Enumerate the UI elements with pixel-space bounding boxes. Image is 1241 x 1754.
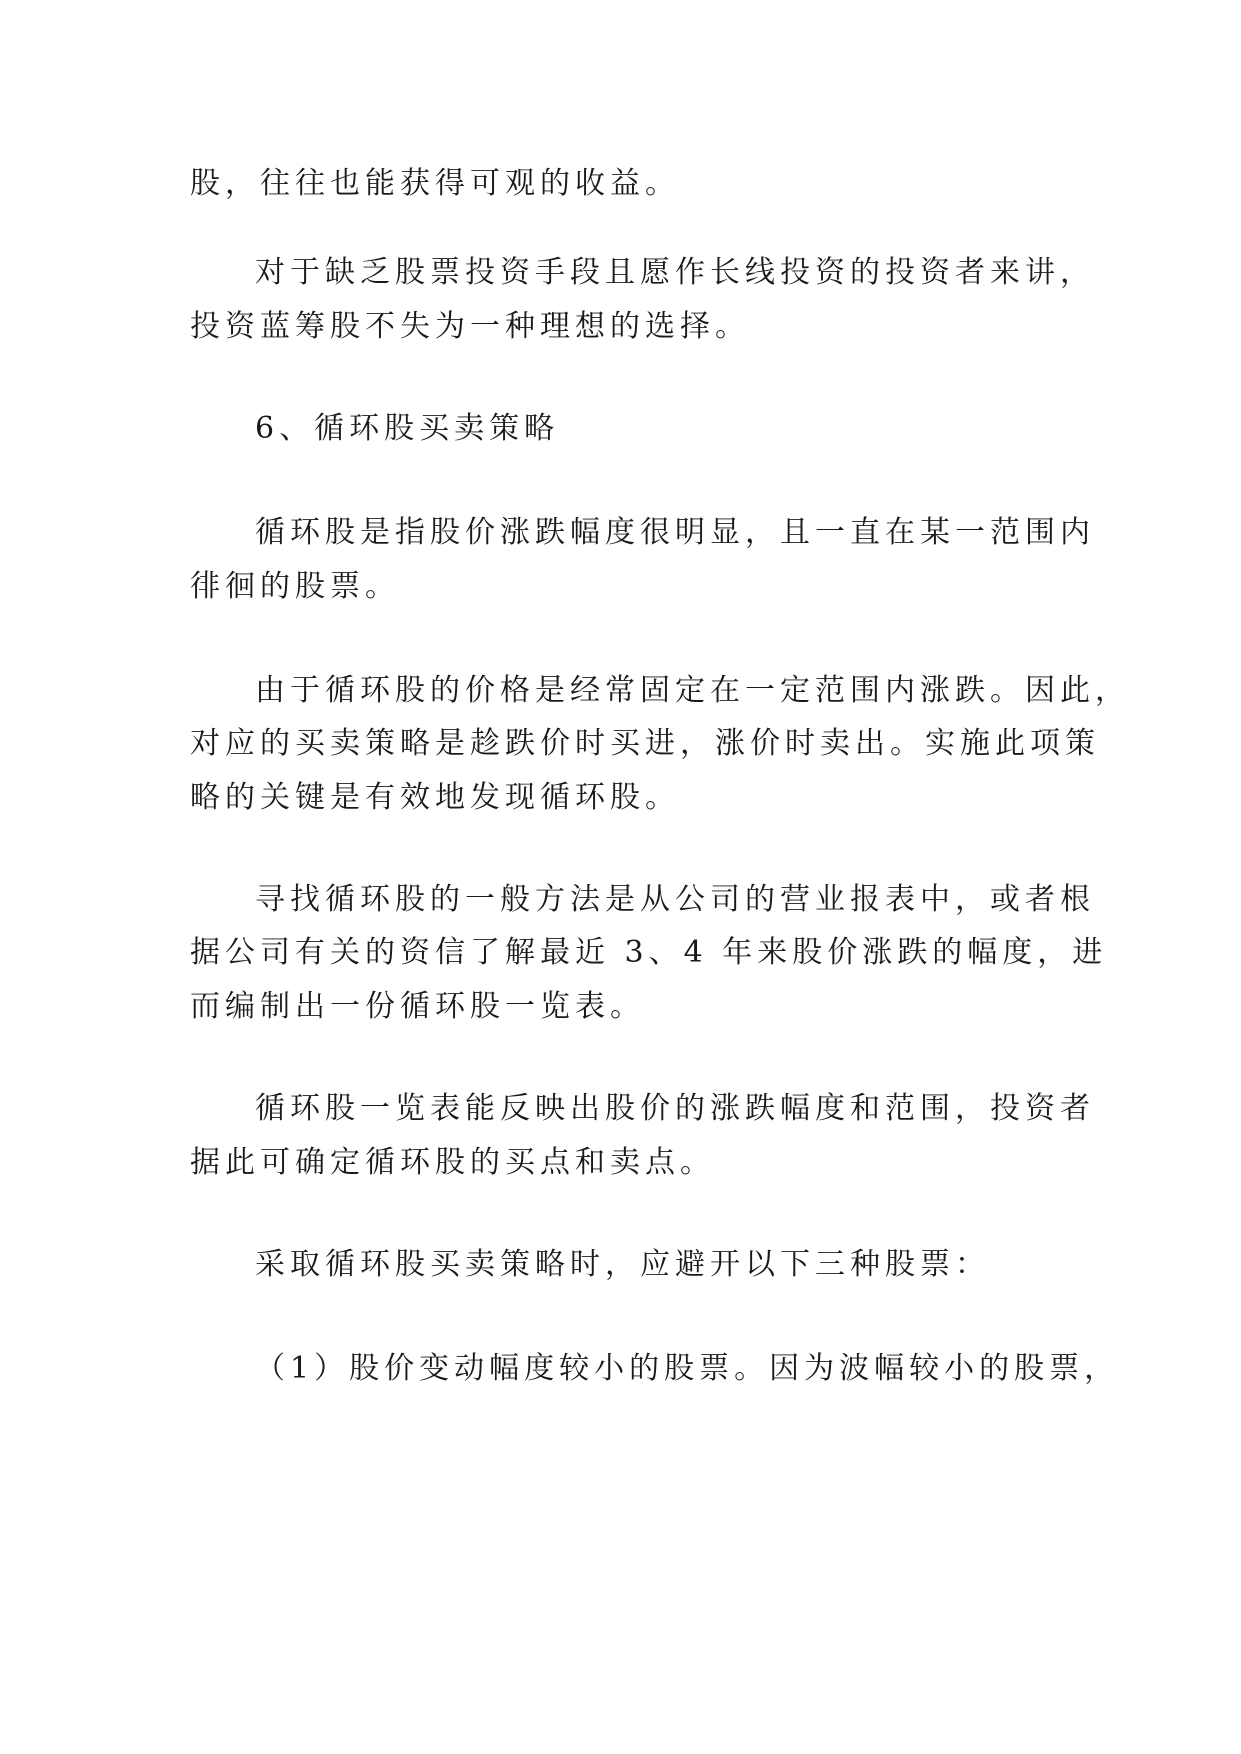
- paragraph-line: 循环股是指股价涨跌幅度很明显，且一直在某一范围内: [255, 515, 1095, 550]
- paragraph-line: 由于循环股的价格是经常固定在一定范围内涨跌。因此，: [255, 673, 1130, 708]
- paragraph-line: 循环股一览表能反映出股价的涨跌幅度和范围，投资者: [255, 1091, 1095, 1126]
- paragraph-line: 采取循环股买卖策略时，应避开以下三种股票：: [255, 1247, 990, 1282]
- paragraph-line: 而编制出一份循环股一览表。: [190, 989, 645, 1024]
- paragraph-line: 略的关键是有效地发现循环股。: [190, 780, 680, 815]
- paragraph-line: 据此可确定循环股的买点和卖点。: [190, 1145, 715, 1180]
- paragraph-line: 投资蓝筹股不失为一种理想的选择。: [190, 309, 750, 344]
- paragraph-line: 股，往往也能获得可观的收益。: [190, 166, 680, 201]
- paragraph-line: 徘徊的股票。: [190, 569, 400, 604]
- paragraph-line: 寻找循环股的一般方法是从公司的营业报表中，或者根: [255, 882, 1095, 917]
- section-heading: 6、循环股买卖策略: [255, 411, 560, 446]
- paragraph-line: 据公司有关的资信了解最近 3、4 年来股价涨跌的幅度，进: [190, 935, 1108, 970]
- paragraph-line: 对于缺乏股票投资手段且愿作长线投资的投资者来讲，: [255, 255, 1095, 290]
- paragraph-line: 对应的买卖策略是趁跌价时买进，涨价时卖出。实施此项策: [190, 726, 1100, 761]
- list-item: （1）股价变动幅度较小的股票。因为波幅较小的股票，: [255, 1351, 1120, 1386]
